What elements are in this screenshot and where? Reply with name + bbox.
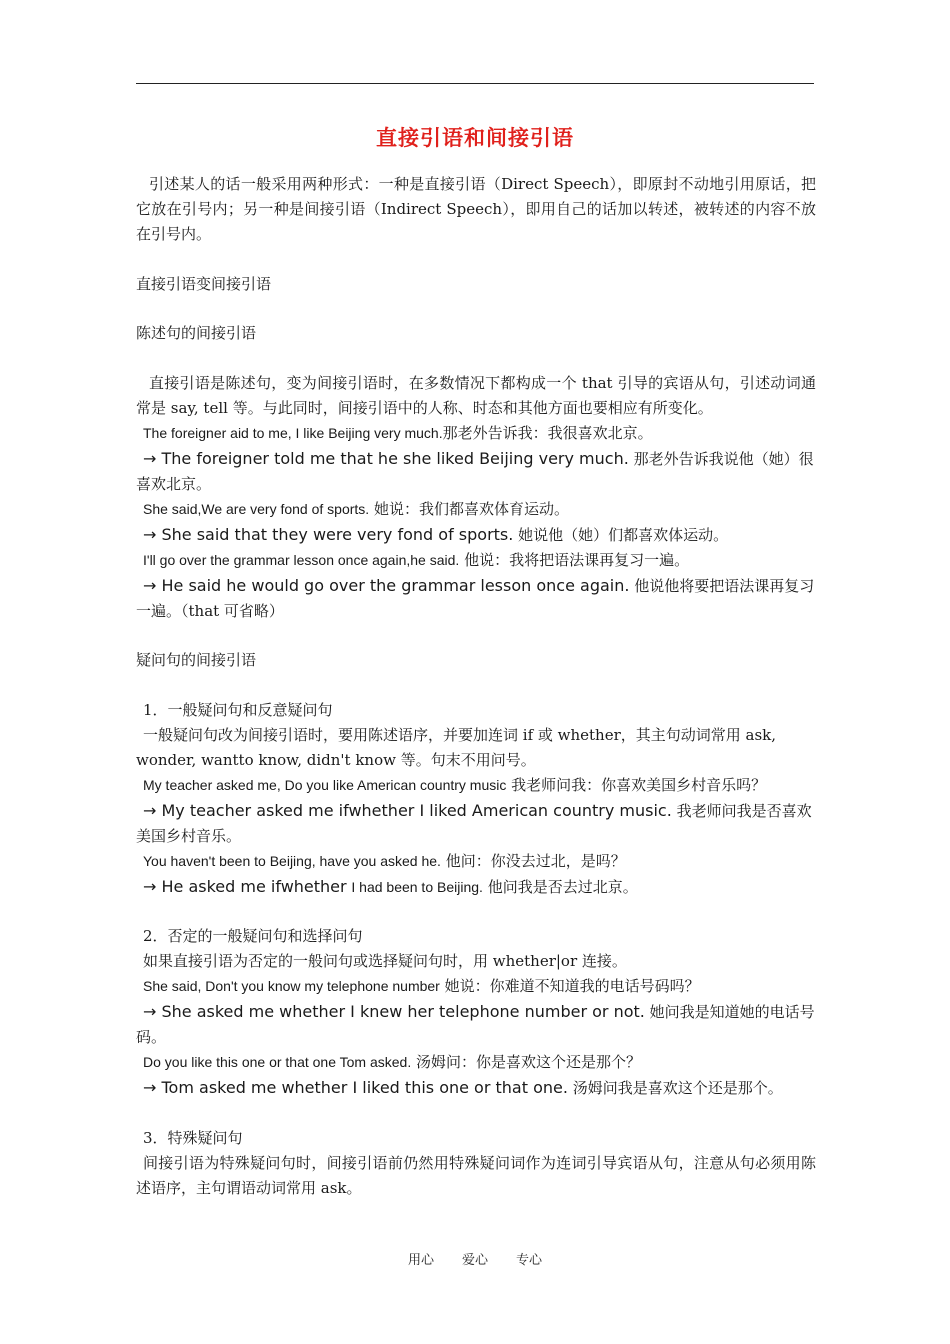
footer-word: 专心 [516, 1253, 543, 1268]
document-body [136, 172, 816, 1201]
subheading-q1: 1．一般疑问句和反意疑问句 [143, 700, 333, 719]
example-arrow-line [136, 573, 816, 624]
example-line [136, 548, 816, 573]
example-arrow-cn: 我老师问我是否喜欢美国乡村音乐。 [136, 801, 812, 845]
example-arrow-en: → She asked me whether I knew her telephone number or not. [143, 1002, 645, 1021]
footer-word: 爱心 [461, 1253, 488, 1268]
example-arrow-en-tail: I had been to Beijing. [351, 878, 483, 895]
example-cn: 他问：你没去过北，是吗？ [445, 851, 626, 870]
example-en: She said,We are very fond of sports. [143, 500, 370, 517]
heading-statement: 陈述句的间接引语 [136, 324, 257, 342]
example-en: The foreigner aid to me, I like Beijing very much. [143, 424, 443, 441]
header-rule [136, 83, 814, 84]
page-title: 直接引语和间接引语 [376, 125, 574, 150]
example-arrow-en: → Tom asked me whether I liked this one or that one. [143, 1078, 568, 1097]
example-line [136, 1050, 816, 1075]
page-footer [0, 1249, 950, 1268]
example-arrow-line [136, 522, 816, 548]
heading-convert: 直接引语变间接引语 [136, 274, 272, 293]
example-arrow-cn: 她问我是知道她的电话号码。 [136, 1003, 815, 1046]
subheading-q3: 3．特殊疑问句 [143, 1128, 243, 1147]
example-cn: 汤姆问：你是喜欢这个还是那个？ [416, 1053, 642, 1071]
example-arrow-line [136, 874, 816, 900]
example-en: You haven't been to Beijing, have you asked he. [143, 852, 441, 869]
example-arrow-en: → He said he would go over the grammar lesson once again. [143, 575, 630, 595]
q2-description: 如果直接引语为否定的一般问句或选择疑问句时，用 whether|or 连接。 [143, 952, 627, 970]
example-arrow-en: → She said that they were very fond of sports. [143, 524, 514, 544]
example-en: Do you like this one or that one Tom asked. [143, 1054, 412, 1070]
example-cn: 我老师问我：你喜欢美国乡村音乐吗？ [511, 775, 767, 794]
example-arrow-cn: 他问我是否去过北京。 [487, 877, 638, 896]
q3-description: 间接引语为特殊疑问句时，间接引语前仍然用特殊疑问词作为连词引导宾语从句，注意从句必须用陈述语序，主句谓语动词常用 ask。 [136, 1153, 816, 1197]
example-cn: 那老外告诉我：我很喜欢北京。 [442, 423, 653, 442]
example-line [136, 773, 816, 798]
example-arrow-line [136, 798, 816, 849]
example-arrow-cn: 汤姆问我是喜欢这个还是那个。 [572, 1079, 783, 1097]
example-cn: 他说：我将把语法课再复习一遍。 [464, 550, 690, 569]
subheading-q2: 2．否定的一般疑问句和选择问句 [143, 927, 363, 945]
example-arrow-en: → He asked me ifwhether [143, 876, 347, 896]
example-line [136, 849, 816, 874]
example-arrow-line [136, 446, 816, 497]
q1-description: 一般疑问句改为间接引语时，要用陈述语序，并要加连词 if 或 whether，其主句动词常用 ask, wonder, wantto know, didn't know 等。句末不用问号。 [136, 725, 777, 769]
example-en: She said, Don't you know my telephone number [143, 978, 440, 994]
statement-description: 直接引语是陈述句，变为间接引语时，在多数情况下都构成一个 that 引导的宾语从句，引述动词通常是 say, tell 等。与此同时，间接引语中的人称、时态和其他方面也要相应有所变化。 [136, 373, 816, 417]
example-line [136, 497, 816, 522]
example-en: My teacher asked me, Do you like American country music [143, 776, 507, 793]
example-cn: 她说：你难道不知道我的电话号码吗？ [444, 977, 700, 995]
example-arrow-en: → The foreigner told me that he she liked Beijing very much. [143, 448, 629, 468]
example-arrow-cn: 那老外告诉我说他（她）很喜欢北京。 [136, 449, 814, 493]
example-arrow-cn: 他说他将要把语法课再复习一遍。（that 可省略） [136, 576, 815, 620]
intro-paragraph: 引述某人的话一般采用两种形式：一种是直接引语（Direct Speech），即原封不动地引用原话，把它放在引号内；另一种是间接引语（Indirect Speech），即用自己的话加以转述，被转述的内容不放在引号内。 [136, 175, 816, 243]
example-arrow-cn: 她说他（她）们都喜欢体运动。 [518, 525, 729, 544]
example-line [136, 974, 816, 999]
heading-question: 疑问句的间接引语 [136, 651, 257, 669]
example-arrow-en: → My teacher asked me ifwhether I liked American country music. [143, 800, 672, 820]
example-arrow-line [136, 999, 816, 1050]
example-line [136, 421, 816, 446]
example-arrow-line [136, 1075, 816, 1101]
example-en: I'll go over the grammar lesson once again,he said. [143, 551, 460, 568]
footer-word: 用心 [407, 1253, 434, 1268]
example-cn: 她说：我们都喜欢体育运动。 [373, 499, 569, 518]
